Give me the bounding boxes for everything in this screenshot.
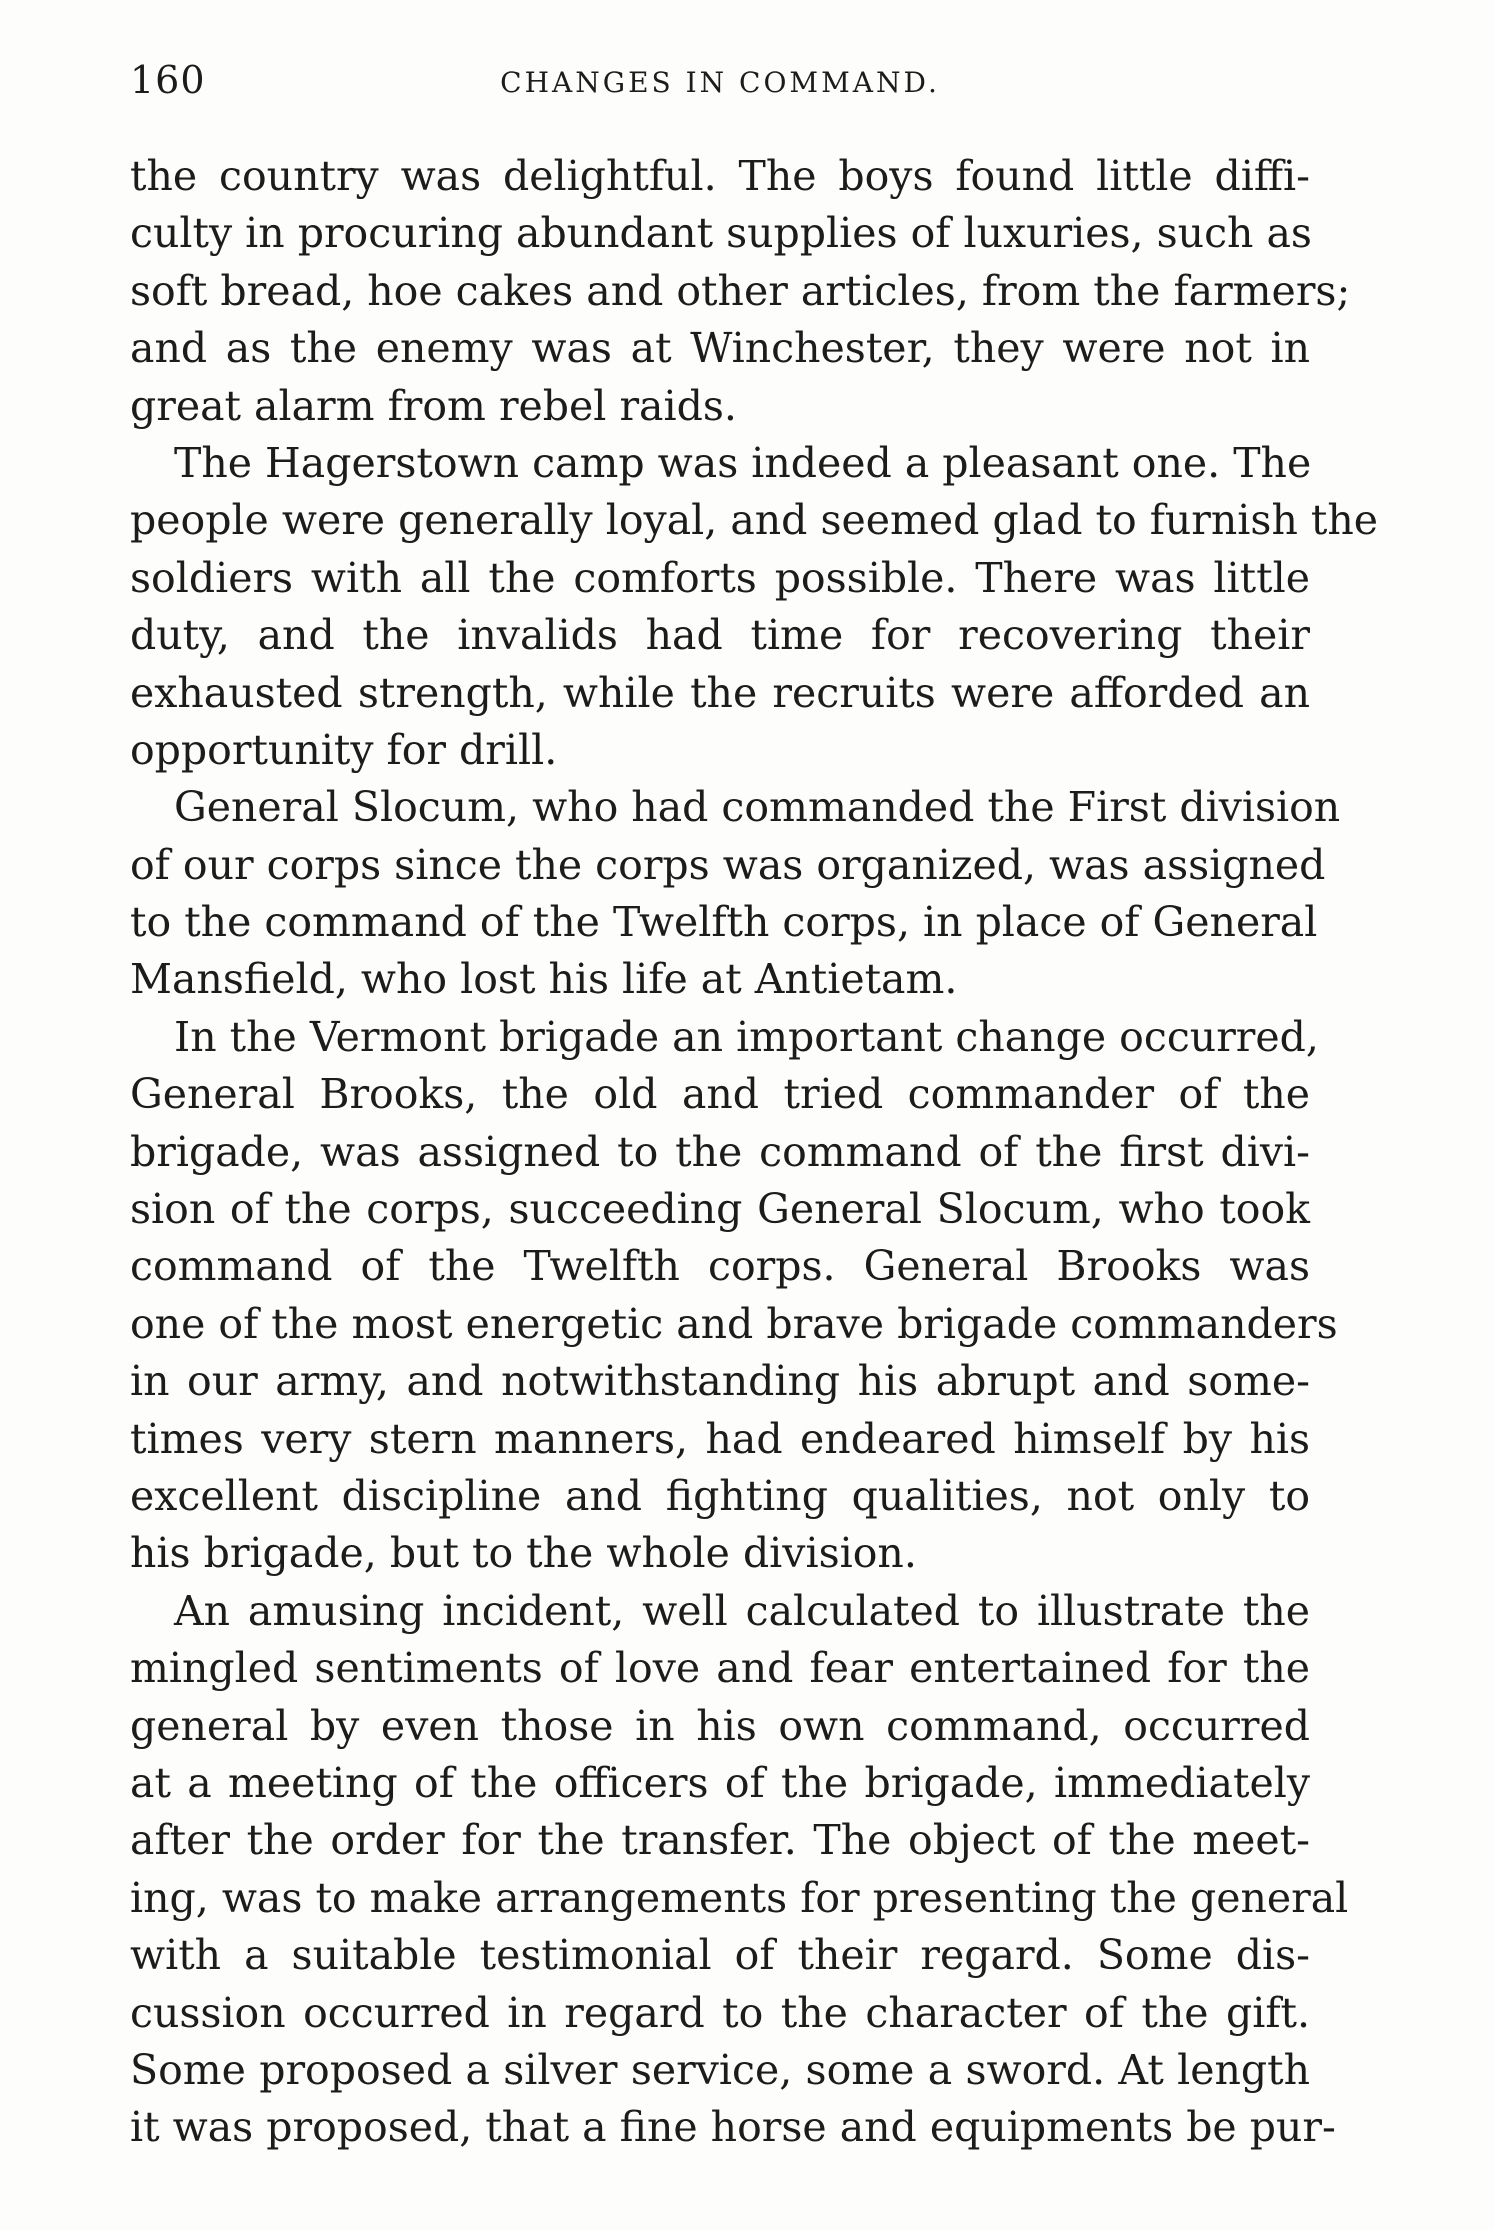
running-head <box>130 58 1310 108</box>
text-line: mingled sentiments of love and fear entertained for the <box>130 1644 1310 1693</box>
text-line: culty in procuring abundant supplies of luxuries, such as <box>130 209 1312 258</box>
text-line: opportunity for drill. <box>130 725 558 774</box>
text-line: in our army, and notwithstanding his abrupt and some- <box>130 1357 1310 1406</box>
text-line: of our corps since the corps was organized, was assigned <box>130 840 1326 889</box>
text-line: cussion occurred in regard to the character of the gift. <box>130 1988 1310 2037</box>
text-line: it was proposed, that a fine horse and equipments be pur- <box>130 2103 1336 2152</box>
chapter-title: CHANGES IN COMMAND. <box>500 66 940 99</box>
page-number: 160 <box>130 58 206 102</box>
text-line: with a suitable testimonial of their regard. Some dis- <box>130 1931 1310 1980</box>
text-line: great alarm from rebel raids. <box>130 381 737 430</box>
text-line: sion of the corps, succeeding General Slocum, who took <box>130 1185 1310 1234</box>
text-line: soldiers with all the comforts possible. There was little <box>130 553 1310 602</box>
text-line: command of the Twelfth corps. General Brooks was <box>130 1242 1310 1291</box>
text-line: An amusing incident, well calculated to illustrate the <box>174 1586 1310 1635</box>
text-line: General Brooks, the old and tried commander of the <box>130 1070 1310 1119</box>
text-line: excellent discipline and fighting qualities, not only to <box>130 1471 1310 1520</box>
text-line: one of the most energetic and brave brigade commanders <box>130 1299 1338 1348</box>
text-line: soft bread, hoe cakes and other articles, from the farmers; <box>130 266 1351 315</box>
text-line: The Hagerstown camp was indeed a pleasant one. The <box>174 438 1312 487</box>
text-line: at a meeting of the officers of the brigade, immediately <box>130 1758 1310 1807</box>
body-text <box>130 148 1379 2157</box>
text-line: to the command of the Twelfth corps, in place of General <box>130 898 1318 947</box>
text-line: after the order for the transfer. The object of the meet- <box>130 1816 1310 1865</box>
text-line: duty, and the invalids had time for recovering their <box>130 611 1310 660</box>
text-line: ing, was to make arrangements for presenting the general <box>130 1873 1349 1922</box>
text-line: In the Vermont brigade an important change occurred, <box>174 1012 1319 1061</box>
text-line: General Slocum, who had commanded the First division <box>174 783 1341 832</box>
text-line: the country was delightful. The boys found little diffi- <box>130 152 1310 200</box>
text-line: and as the enemy was at Winchester, they were not in <box>130 324 1310 373</box>
text-line: general by even those in his own command, occurred <box>130 1701 1310 1750</box>
text-line: exhausted strength, while the recruits were afforded an <box>130 668 1310 717</box>
text-line: Mansfield, who lost his life at Antietam. <box>130 955 958 1004</box>
text-line: his brigade, but to the whole division. <box>130 1529 917 1578</box>
text-line: brigade, was assigned to the command of the first divi- <box>130 1127 1310 1176</box>
text-line: people were generally loyal, and seemed glad to furnish the <box>130 496 1379 545</box>
text-line: times very stern manners, had endeared himself by his <box>130 1414 1310 1463</box>
text-line: Some proposed a silver service, some a sword. At length <box>130 2045 1310 2094</box>
